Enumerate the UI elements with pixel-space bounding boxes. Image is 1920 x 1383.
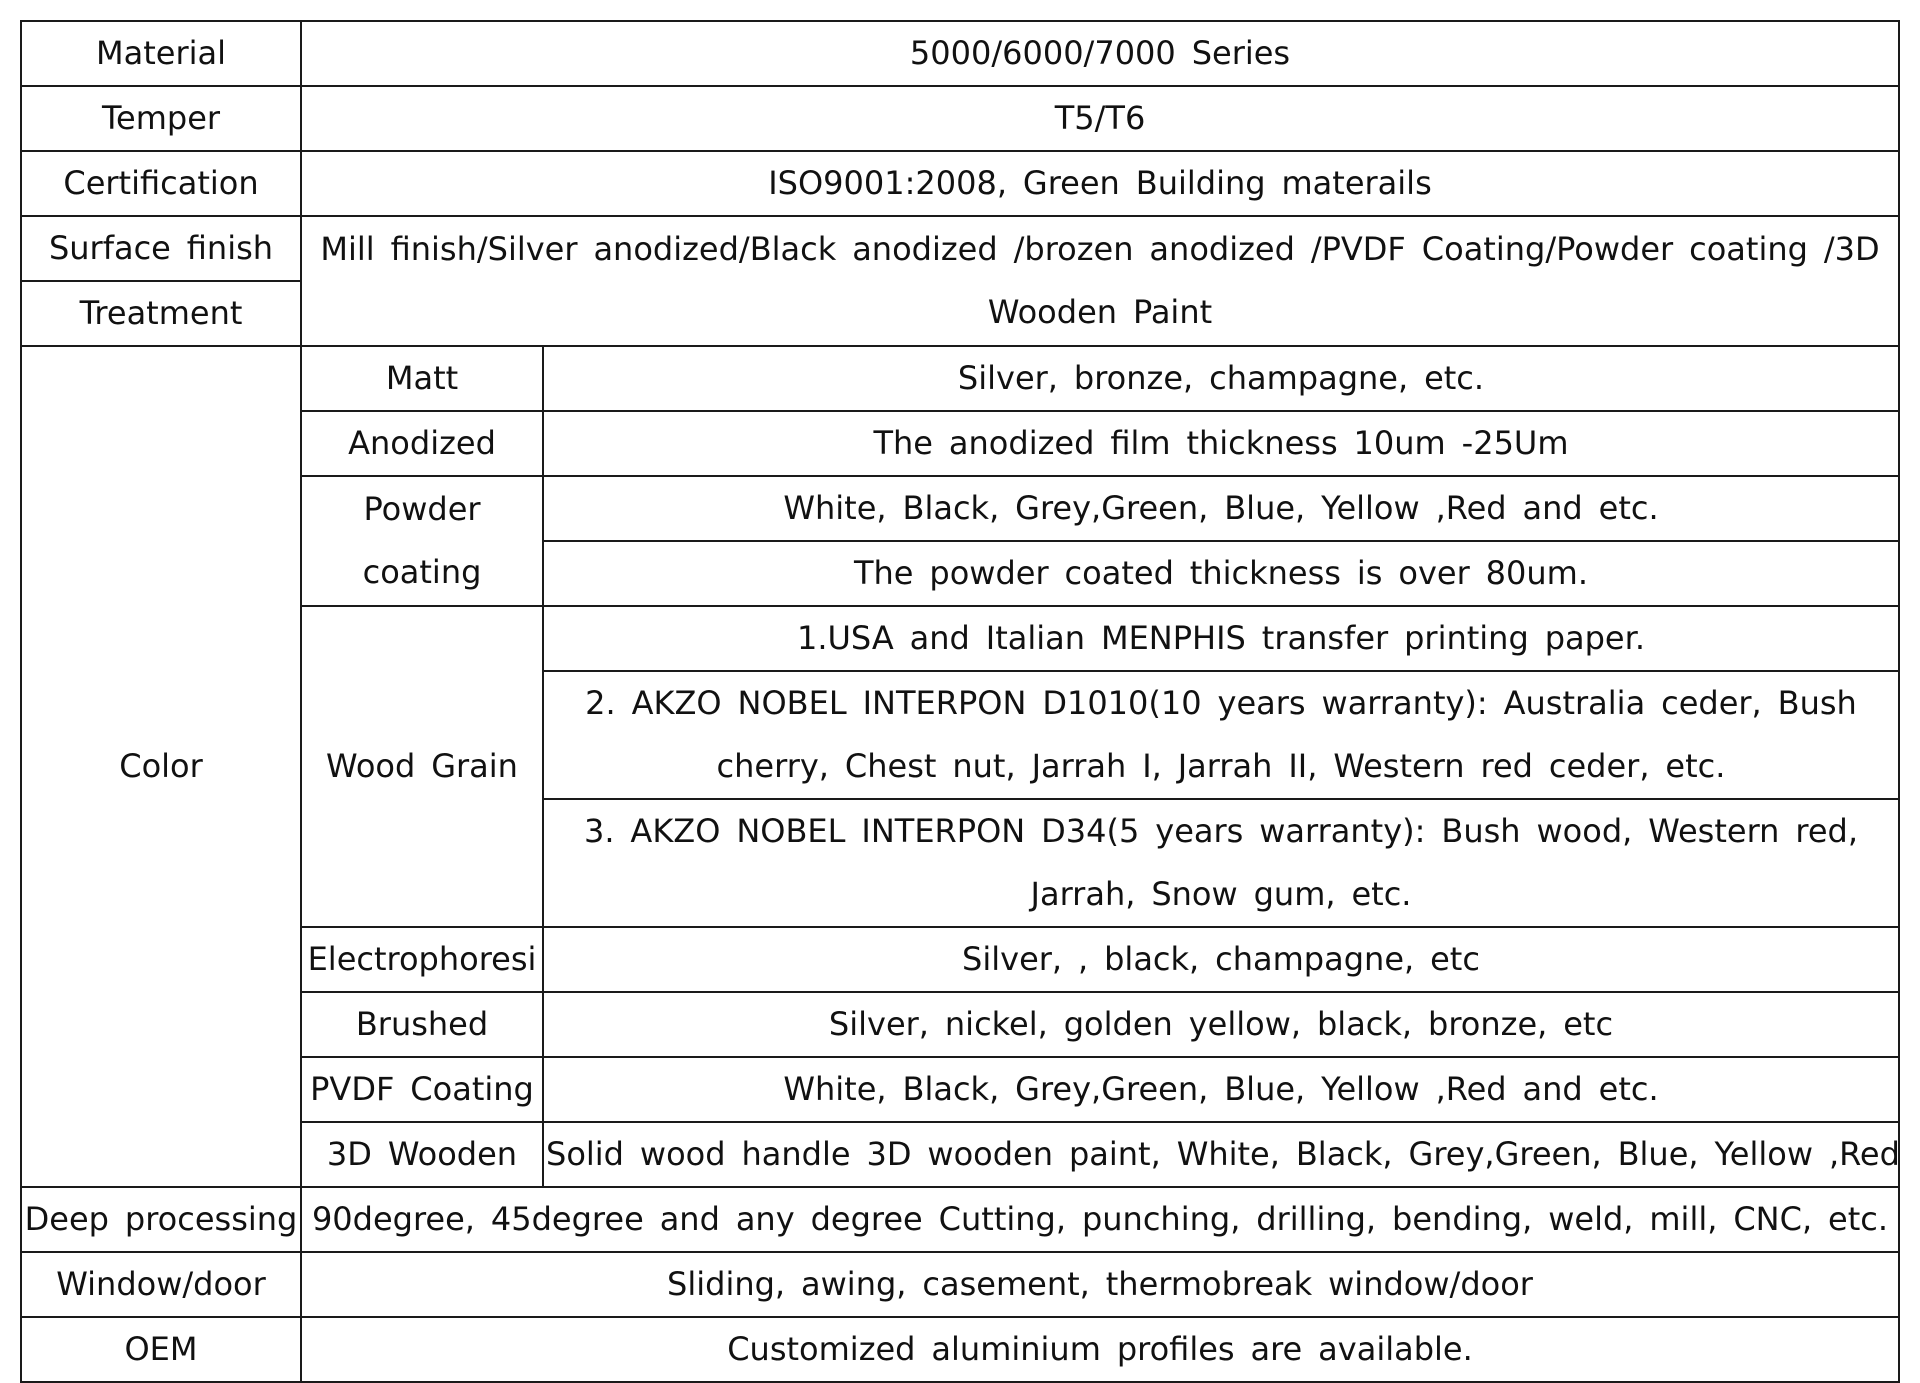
row-value: Mill finish/Silver anodized/Black anodized /brozen anodized /PVDF Coating/Powder coating /3D Wooden Paint: [301, 216, 1899, 346]
row-label: Surface finish: [21, 216, 301, 281]
table-row: [21, 606, 1899, 671]
sub-label: Brushed: [301, 992, 543, 1057]
table-row: [21, 151, 1899, 216]
table-row: [21, 86, 1899, 151]
table-row: [21, 1317, 1899, 1382]
row-value: White, Black, Grey,Green, Blue, Yellow ,Red and etc.: [543, 1057, 1899, 1122]
row-value: 5000/6000/7000 Series: [301, 21, 1899, 86]
row-label: Color: [21, 346, 301, 1187]
spec-table: [20, 20, 1900, 1383]
table-row: [21, 992, 1899, 1057]
row-label: Certification: [21, 151, 301, 216]
table-row: [21, 1252, 1899, 1317]
row-value: 1.USA and Italian MENPHIS transfer printing paper.: [543, 606, 1899, 671]
table-row: [21, 927, 1899, 992]
table-row: [21, 1187, 1899, 1252]
table-row: [21, 411, 1899, 476]
row-value: Silver, , black, champagne, etc: [543, 927, 1899, 992]
sub-label: Anodized: [301, 411, 543, 476]
sub-label: PVDF Coating: [301, 1057, 543, 1122]
table-row: [21, 1057, 1899, 1122]
table-row: [21, 1122, 1899, 1187]
table-row: [21, 216, 1899, 281]
sub-label: Powder coating: [301, 476, 543, 606]
row-value: Solid wood handle 3D wooden paint, White, Black, Grey,Green, Blue, Yellow ,Red: [543, 1122, 1899, 1187]
sub-label: Wood Grain: [301, 606, 543, 927]
row-label: Treatment: [21, 281, 301, 346]
row-value: The powder coated thickness is over 80um.: [543, 541, 1899, 606]
table-row: [21, 21, 1899, 86]
table-row: [21, 346, 1899, 411]
row-label: Material: [21, 21, 301, 86]
sub-label: Electrophoresi: [301, 927, 543, 992]
sub-label: Matt: [301, 346, 543, 411]
table-row: [21, 476, 1899, 541]
row-value: 2. AKZO NOBEL INTERPON D1010(10 years warranty): Australia ceder, Bush cherry, Chest nut, Jarrah I, Jarrah II, Western red ceder, etc.: [543, 671, 1899, 799]
row-value: The anodized film thickness 10um -25Um: [543, 411, 1899, 476]
row-label: Window/door: [21, 1252, 301, 1317]
row-value: T5/T6: [301, 86, 1899, 151]
row-value: Silver, nickel, golden yellow, black, bronze, etc: [543, 992, 1899, 1057]
row-label: Temper: [21, 86, 301, 151]
row-label: Deep processing: [21, 1187, 301, 1252]
row-value: 3. AKZO NOBEL INTERPON D34(5 years warranty): Bush wood, Western red, Jarrah, Snow gum, etc.: [543, 799, 1899, 927]
row-value: 90degree, 45degree and any degree Cutting, punching, drilling, bending, weld, mill, CNC, etc.: [301, 1187, 1899, 1252]
row-value: Silver, bronze, champagne, etc.: [543, 346, 1899, 411]
row-value: Customized aluminium profiles are available.: [301, 1317, 1899, 1382]
row-value: White, Black, Grey,Green, Blue, Yellow ,Red and etc.: [543, 476, 1899, 541]
row-value: Sliding, awing, casement, thermobreak window/door: [301, 1252, 1899, 1317]
sub-label: 3D Wooden: [301, 1122, 543, 1187]
row-label: OEM: [21, 1317, 301, 1382]
row-value: ISO9001:2008, Green Building materails: [301, 151, 1899, 216]
